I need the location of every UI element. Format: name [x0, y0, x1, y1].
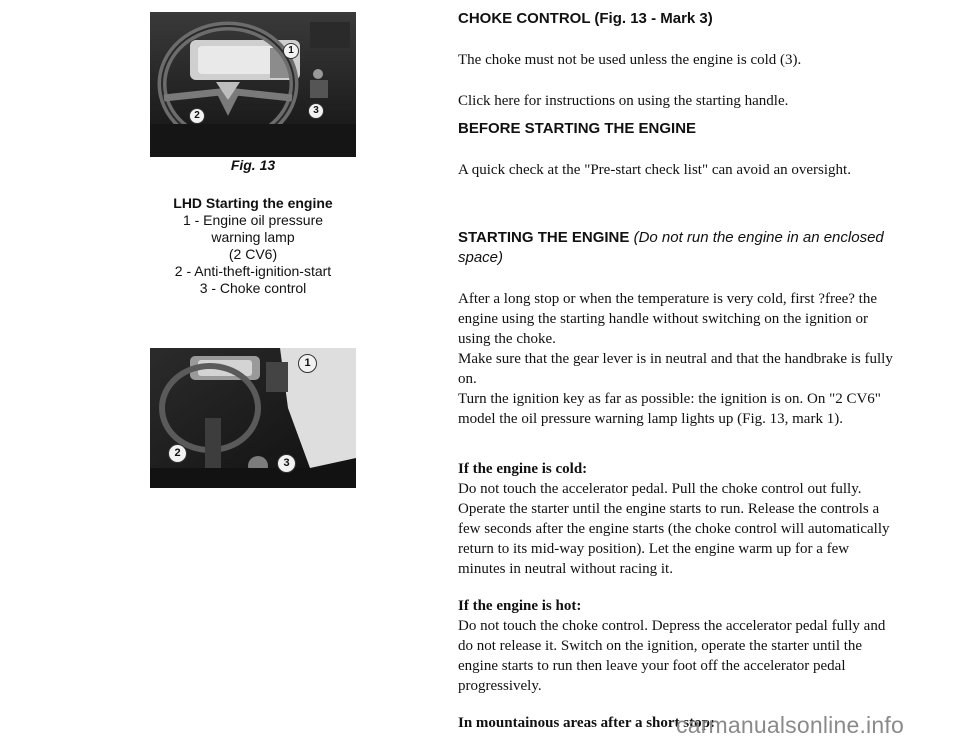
marker-3: 3 [277, 454, 296, 473]
figure-caption: Fig. 13 [230, 157, 276, 173]
figure-13-photo [150, 12, 356, 157]
marker-2: 2 [168, 444, 187, 463]
legend-line: warning lamp [211, 229, 295, 245]
hot-engine-section [458, 596, 894, 696]
cold-text: Do not touch the accelerator pedal. Pull the choke control out fully. Operate the starter until the engine starts to run. Release the controls a few seconds after the engine starts (the choke control will automatically return to its mid-way position). Let the engine warm up for a few minutes in neutral without racing it. [458, 481, 890, 577]
marker-1: 1 [283, 43, 299, 59]
starting-handle-link[interactable]: Click here for instructions on using the starting handle. [458, 93, 789, 109]
marker-2: 2 [189, 108, 205, 124]
legend-title: LHD Starting the engine [173, 195, 333, 211]
dashboard-illustration [150, 12, 356, 157]
hot-text: Do not touch the choke control. Depress the accelerator pedal fully and do not release it. Switch on the ignition, operate the starter until the engine starts to run then leave your foot off the accelerator pedal progressively. [458, 618, 886, 694]
before-paragraph: A quick check at the "Pre-start check list" can avoid an oversight. [458, 162, 851, 178]
choke-heading: CHOKE CONTROL (Fig. 13 - Mark 3) [458, 10, 713, 27]
mountain-heading: In mountainous areas after a short stop: [458, 715, 715, 731]
starting-heading-block [458, 228, 898, 268]
marker-1: 1 [298, 354, 317, 373]
cold-engine-section [458, 459, 894, 579]
marker-3: 3 [308, 103, 324, 119]
ignition-photo [150, 348, 356, 488]
ignition-illustration [150, 348, 356, 488]
legend-line: (2 CV6) [228, 246, 278, 262]
choke-paragraph: The choke must not be used unless the engine is cold (3). [458, 52, 802, 68]
legend-line: 1 - Engine oil pressure [182, 212, 324, 228]
paragraph: Turn the ignition key as far as possible: the ignition is on. On "2 CV6" model the oil pressure warning lamp lights up (Fig. 13, mark 1). [458, 391, 881, 427]
legend-line: 2 - Anti-theft-ignition-start [174, 263, 332, 279]
starting-body [458, 289, 894, 429]
before-heading: BEFORE STARTING THE ENGINE [458, 120, 697, 137]
starting-heading-note: (Do not run the engine in an enclosed space) [458, 229, 884, 266]
figure-legend [150, 195, 356, 297]
paragraph: After a long stop or when the temperature is very cold, first ?free? the engine using the starting handle without switching on the ignition or using the choke. [458, 291, 878, 347]
starting-heading: STARTING THE ENGINE [458, 229, 630, 246]
paragraph: Make sure that the gear lever is in neutral and that the handbrake is fully on. [458, 351, 893, 387]
cold-heading: If the engine is cold: [458, 461, 588, 477]
hot-heading: If the engine is hot: [458, 598, 582, 614]
legend-line: 3 - Choke control [199, 280, 307, 296]
watermark: carmanualsonline.info [676, 712, 904, 738]
